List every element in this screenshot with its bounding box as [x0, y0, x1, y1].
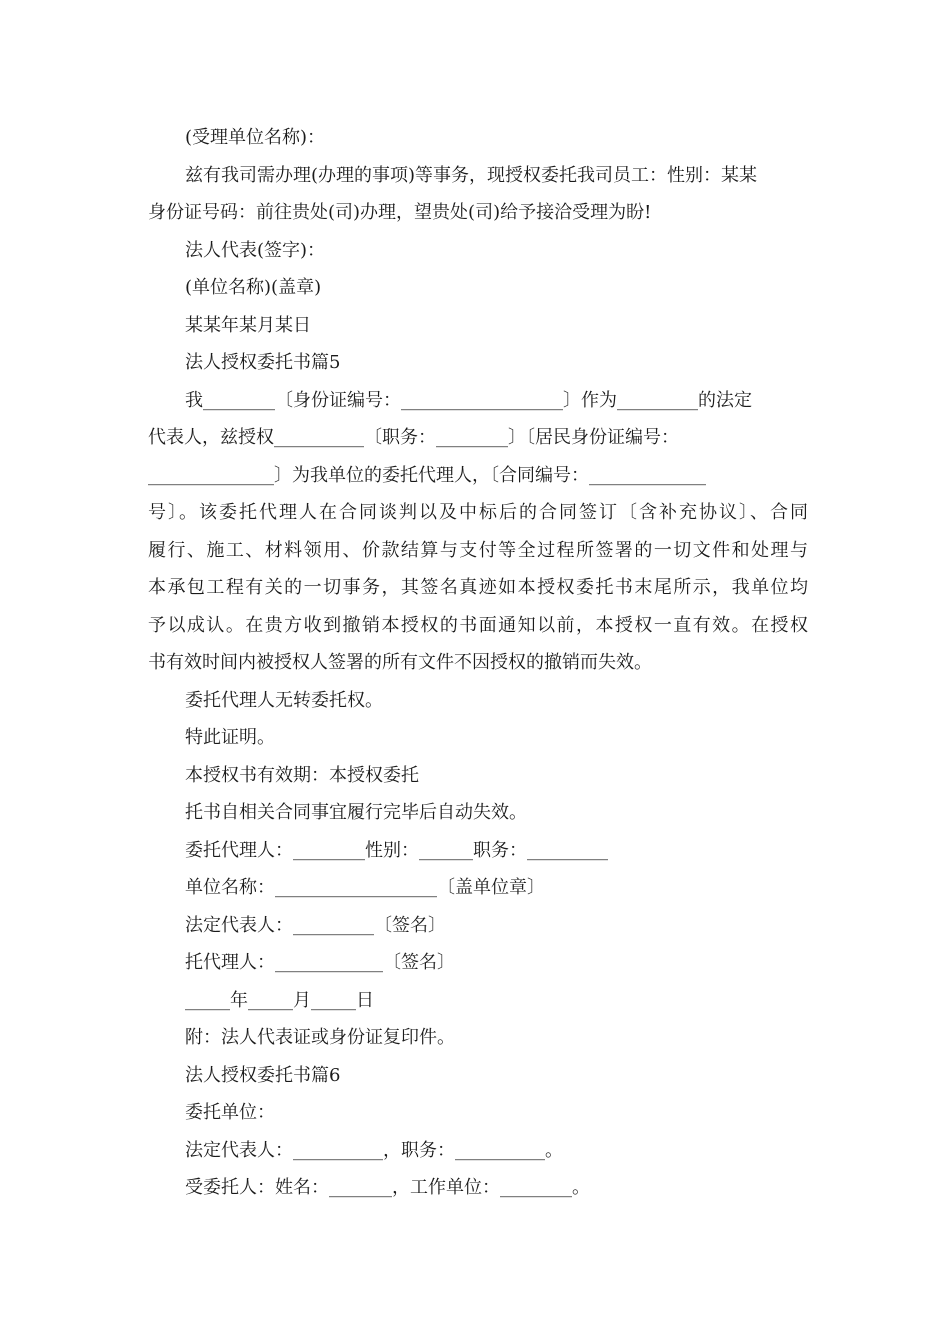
- validity-line: 托书自相关合同事宜履行完毕后自动失效。: [185, 802, 527, 823]
- seal-line: (单位名称)(盖章): [185, 277, 322, 298]
- paragraph-line: 身份证号码：前往贵处(司)办理，望贵处(司)给予接洽受理为盼!: [148, 202, 652, 223]
- paragraph-line: ______________〕为我单位的委托代理人，〔合同编号：_____________: [148, 465, 706, 486]
- form-field-line: 受委托人：姓名：_______，工作单位：________。: [185, 1177, 590, 1198]
- section-title: 法人授权委托书篇5: [185, 352, 341, 373]
- attachment-line: 附：法人代表证或身份证复印件。: [185, 1027, 455, 1048]
- paragraph-line: 书有效时间内被授权人签署的所有文件不因授权的撤销而失效。: [148, 652, 652, 673]
- paragraph-line: 履行、施工、材料领用、价款结算与支付等全过程所签署的一切文件和处理与: [148, 540, 808, 561]
- form-field-line: 委托代理人：________性别：______职务：_________: [185, 840, 608, 861]
- paragraph-line: 本承包工程有关的一切事务，其签名真迹如本授权委托书末尾所示，我单位均: [148, 577, 808, 598]
- form-field-line: 法定代表人：_________〔签名〕: [185, 915, 446, 936]
- form-field-line: 托代理人：____________〔签名〕: [185, 952, 455, 973]
- section-title: 法人授权委托书篇6: [185, 1065, 341, 1086]
- validity-line: 本授权书有效期：本授权委托: [185, 765, 419, 786]
- signature-line: 法人代表(签字)：: [185, 240, 326, 261]
- paragraph-line: 代表人，兹授权__________〔职务：________〕〔居民身份证编号：: [148, 427, 679, 448]
- form-field-line: 法定代表人：__________，职务：__________。: [185, 1140, 563, 1161]
- date-line: 某某年某月某日: [185, 315, 311, 336]
- date-line: _____年_____月_____日: [185, 990, 374, 1011]
- statement-line: 特此证明。: [185, 727, 275, 748]
- form-field-line: 单位名称：__________________〔盖单位章〕: [185, 877, 545, 898]
- paragraph-line: 兹有我司需办理(办理的事项)等事务，现授权委托我司员工：性别：某某: [185, 165, 758, 186]
- recipient-line: (受理单位名称)：: [185, 127, 326, 148]
- statement-line: 委托代理人无转委托权。: [185, 690, 383, 711]
- paragraph-line: 予以成认。在贵方收到撤销本授权的书面通知以前，本授权一直有效。在授权: [148, 615, 808, 636]
- paragraph-line: 我________〔身份证编号：__________________〕作为_________的法定: [185, 390, 752, 411]
- form-field-line: 委托单位：: [185, 1102, 275, 1123]
- paragraph-line: 号〕。该委托代理人在合同谈判以及中标后的合同签订〔含补充协议〕、合同: [148, 502, 808, 523]
